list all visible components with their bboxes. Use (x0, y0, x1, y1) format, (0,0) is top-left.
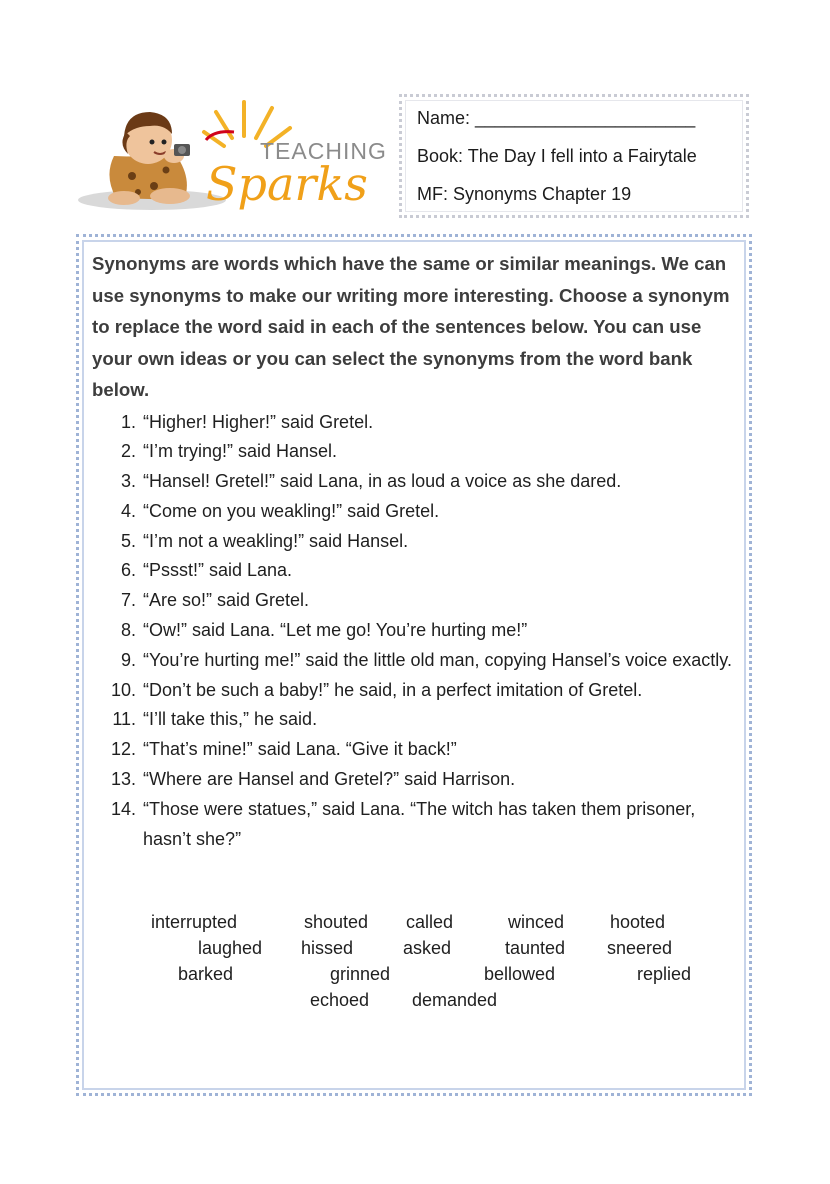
item-number: 6. (120, 560, 136, 581)
item-number: 2. (120, 441, 136, 462)
item-number: 7. (120, 590, 136, 611)
list-item (92, 556, 739, 586)
list-item (92, 646, 739, 676)
item-number: 10. (110, 679, 136, 700)
list-item (92, 467, 739, 497)
word-bank-item: shouted (304, 912, 369, 932)
item-text: “Are so!” said Gretel. (143, 590, 310, 611)
item-number: 1. (120, 411, 136, 432)
item-number: 3. (120, 471, 136, 492)
item-text: “Higher! Higher!” said Gretel. (143, 411, 374, 432)
item-text: “Pssst!” said Lana. (143, 560, 293, 581)
item-number: 8. (120, 620, 136, 641)
item-number: 5. (120, 530, 136, 551)
item-text: “Come on you weakling!” said Gretel. (143, 500, 440, 521)
instructions: Synonyms are words which have the same or similar meanings. We can use synonyms to make our writing more interesting. Choose a synonym to replace the word said in each of the sentences below. You can use your own ideas or you can select the synonyms from the word bank below. (92, 253, 730, 400)
list-item (92, 437, 739, 467)
word-bank-item: echoed (310, 990, 370, 1010)
item-text: “I’ll take this,” he said. (143, 709, 318, 730)
list-item (92, 765, 739, 795)
list-item (92, 705, 739, 735)
item-number: 13. (110, 769, 136, 790)
item-text: “Where are Hansel and Gretel?” said Harrison. (143, 769, 516, 790)
word-bank-item: hooted (610, 912, 666, 932)
word-bank-item: asked (403, 938, 452, 958)
logo-line1: TEACHING (260, 138, 387, 164)
word-bank-item: taunted (505, 938, 566, 958)
list-item (92, 735, 739, 765)
caveman-mascot-icon (74, 96, 390, 218)
book-title: Book: The Day I fell into a Fairytale (417, 146, 697, 166)
name-field[interactable]: Name: ______________________ (417, 108, 696, 128)
item-number: 4. (120, 500, 136, 521)
item-text: “I’m trying!” said Hansel. (143, 441, 338, 462)
item-text: “Don’t be such a baby!” he said, in a perfect imitation of Gretel. (143, 679, 643, 700)
word-bank-item: laughed (198, 938, 263, 958)
word-bank-item: winced (508, 912, 565, 932)
word-bank-item: demanded (412, 990, 498, 1010)
item-number: 12. (110, 739, 136, 760)
item-text: “That’s mine!” said Lana. “Give it back!” (143, 739, 457, 760)
sentence-list (92, 408, 739, 855)
item-text: “Ow!” said Lana. “Let me go! You’re hurting me!” (143, 620, 528, 641)
item-text: “Those were statues,” said Lana. “The witch has taken them prisoner, hasn’t she?” (143, 798, 696, 849)
word-bank-item: called (406, 912, 454, 932)
item-text: “Hansel! Gretel!” said Lana, in as loud a voice as she dared. (143, 471, 622, 492)
item-text: “You’re hurting me!” said the little old man, copying Hansel’s voice exactly. (143, 649, 732, 670)
item-number: 9. (120, 649, 136, 670)
logo-line2: Sparks (206, 157, 368, 211)
list-item (92, 616, 739, 646)
word-bank-item: barked (178, 964, 234, 984)
worksheet-title: MF: Synonyms Chapter 19 (417, 184, 632, 204)
student-info-box (399, 94, 749, 218)
teaching-sparks-logo (74, 96, 390, 218)
list-item (92, 497, 739, 527)
word-bank-item: sneered (607, 938, 673, 958)
list-item (92, 586, 739, 616)
word-bank-item: grinned (330, 964, 391, 984)
word-bank-item: interrupted (151, 912, 238, 932)
list-item (92, 795, 739, 855)
item-number: 11. (112, 709, 136, 730)
word-bank-item: bellowed (484, 964, 556, 984)
word-bank-item: hissed (301, 938, 354, 958)
worksheet-box (76, 234, 752, 1096)
word-bank-item: replied (637, 964, 692, 984)
item-text: “I’m not a weakling!” said Hansel. (143, 530, 409, 551)
list-item (92, 527, 739, 557)
item-number: 14. (110, 798, 136, 819)
list-item (92, 408, 739, 438)
list-item (92, 676, 739, 706)
